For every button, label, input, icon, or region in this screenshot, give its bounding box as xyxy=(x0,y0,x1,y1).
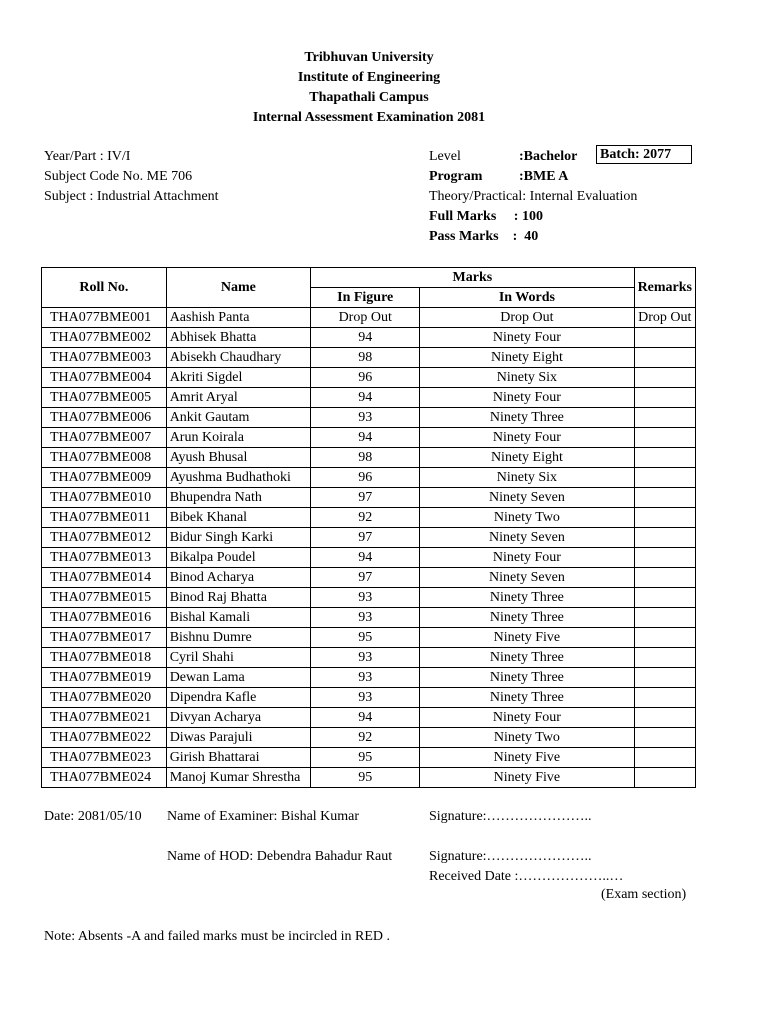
remarks-cell xyxy=(634,548,695,568)
figure-cell: 94 xyxy=(311,708,420,728)
hod-name: Name of HOD: Debendra Bahadur Raut xyxy=(167,849,393,864)
institute-name: Institute of Engineering xyxy=(297,70,441,85)
table-row xyxy=(42,308,696,328)
remarks-cell xyxy=(634,528,695,548)
table-row xyxy=(42,608,696,628)
words-cell: Ninety Seven xyxy=(420,488,634,508)
words-cell: Ninety Four xyxy=(420,388,634,408)
roll-cell: THA077BME014 xyxy=(42,568,167,588)
words-cell: Ninety Three xyxy=(420,688,634,708)
remarks-cell xyxy=(634,448,695,468)
remarks-cell xyxy=(634,768,695,788)
marks-table xyxy=(41,267,696,788)
roll-cell: THA077BME020 xyxy=(42,688,167,708)
level-value: :Bachelor xyxy=(519,149,578,164)
figure-cell: 94 xyxy=(311,548,420,568)
table-row xyxy=(42,428,696,448)
theory-practical: Theory/Practical: Internal Evaluation xyxy=(429,189,638,204)
header-roll: Roll No. xyxy=(42,268,167,308)
remarks-cell xyxy=(634,748,695,768)
remarks-cell xyxy=(634,428,695,448)
remarks-cell xyxy=(634,468,695,488)
hod-signature: Signature:………………….. xyxy=(429,849,592,864)
words-cell: Ninety Five xyxy=(420,768,634,788)
name-cell: Bishal Kamali xyxy=(166,608,310,628)
words-cell: Ninety Three xyxy=(420,648,634,668)
words-cell: Ninety Three xyxy=(420,588,634,608)
figure-cell: 97 xyxy=(311,568,420,588)
table-row xyxy=(42,568,696,588)
roll-cell: THA077BME004 xyxy=(42,368,167,388)
table-row xyxy=(42,368,696,388)
words-cell: Ninety Two xyxy=(420,728,634,748)
roll-cell: THA077BME022 xyxy=(42,728,167,748)
table-row xyxy=(42,768,696,788)
words-cell: Ninety Three xyxy=(420,608,634,628)
campus-name: Thapathali Campus xyxy=(309,90,429,105)
roll-cell: THA077BME021 xyxy=(42,708,167,728)
program-label: Program xyxy=(429,169,483,184)
remarks-cell xyxy=(634,348,695,368)
level-label: Level xyxy=(429,149,461,164)
name-cell: Manoj Kumar Shrestha xyxy=(166,768,310,788)
words-cell: Ninety Three xyxy=(420,668,634,688)
remarks-cell xyxy=(634,328,695,348)
header-name: Name xyxy=(166,268,310,308)
roll-cell: THA077BME024 xyxy=(42,768,167,788)
full-marks-value: : 100 xyxy=(496,209,543,224)
pass-marks-label: Pass Marks xyxy=(429,229,499,244)
remarks-cell xyxy=(634,368,695,388)
figure-cell: 94 xyxy=(311,428,420,448)
roll-cell: THA077BME015 xyxy=(42,588,167,608)
roll-cell: THA077BME023 xyxy=(42,748,167,768)
name-cell: Binod Raj Bhatta xyxy=(166,588,310,608)
date: Date: 2081/05/10 xyxy=(44,809,142,824)
figure-cell: 93 xyxy=(311,688,420,708)
name-cell: Amrit Aryal xyxy=(166,388,310,408)
year-part: Year/Part : IV/I xyxy=(44,149,131,164)
words-cell: Ninety Seven xyxy=(420,568,634,588)
table-row xyxy=(42,328,696,348)
roll-cell: THA077BME016 xyxy=(42,608,167,628)
remarks-cell: Drop Out xyxy=(634,308,695,328)
figure-cell: 97 xyxy=(311,488,420,508)
roll-cell: THA077BME012 xyxy=(42,528,167,548)
remarks-cell xyxy=(634,648,695,668)
words-cell: Ninety Three xyxy=(420,408,634,428)
figure-cell: 98 xyxy=(311,448,420,468)
remarks-cell xyxy=(634,568,695,588)
roll-cell: THA077BME019 xyxy=(42,668,167,688)
table-row xyxy=(42,708,696,728)
program-value: :BME A xyxy=(519,169,569,184)
name-cell: Dipendra Kafle xyxy=(166,688,310,708)
figure-cell: 95 xyxy=(311,768,420,788)
remarks-cell xyxy=(634,708,695,728)
batch-box: Batch: 2077 xyxy=(596,145,692,164)
table-row xyxy=(42,628,696,648)
name-cell: Divyan Acharya xyxy=(166,708,310,728)
words-cell: Ninety Two xyxy=(420,508,634,528)
name-cell: Ankit Gautam xyxy=(166,408,310,428)
name-cell: Girish Bhattarai xyxy=(166,748,310,768)
info-left xyxy=(44,147,219,207)
header-marks: Marks xyxy=(311,268,634,288)
document-header xyxy=(0,48,738,128)
table-row xyxy=(42,668,696,688)
roll-cell: THA077BME001 xyxy=(42,308,167,328)
roll-cell: THA077BME017 xyxy=(42,628,167,648)
words-cell: Ninety Five xyxy=(420,748,634,768)
exam-section: (Exam section) xyxy=(601,887,687,902)
header-in-words: In Words xyxy=(420,288,634,308)
name-cell: Binod Acharya xyxy=(166,568,310,588)
table-row xyxy=(42,488,696,508)
figure-cell: Drop Out xyxy=(311,308,420,328)
examiner-signature: Signature:………………….. xyxy=(429,809,592,824)
words-cell: Ninety Four xyxy=(420,708,634,728)
figure-cell: 93 xyxy=(311,668,420,688)
figure-cell: 93 xyxy=(311,408,420,428)
name-cell: Abisekh Chaudhary xyxy=(166,348,310,368)
table-row xyxy=(42,528,696,548)
roll-cell: THA077BME009 xyxy=(42,468,167,488)
subject-code: Subject Code No. ME 706 xyxy=(44,169,193,184)
name-cell: Aashish Panta xyxy=(166,308,310,328)
header-remarks: Remarks xyxy=(634,268,695,308)
words-cell: Drop Out xyxy=(420,308,634,328)
figure-cell: 94 xyxy=(311,388,420,408)
remarks-cell xyxy=(634,728,695,748)
figure-cell: 95 xyxy=(311,748,420,768)
name-cell: Ayushma Budhathoki xyxy=(166,468,310,488)
table-row xyxy=(42,508,696,528)
words-cell: Ninety Eight xyxy=(420,448,634,468)
name-cell: Bibek Khanal xyxy=(166,508,310,528)
remarks-cell xyxy=(634,668,695,688)
roll-cell: THA077BME018 xyxy=(42,648,167,668)
table-row xyxy=(42,448,696,468)
figure-cell: 93 xyxy=(311,608,420,628)
remarks-cell xyxy=(634,508,695,528)
name-cell: Bhupendra Nath xyxy=(166,488,310,508)
words-cell: Ninety Four xyxy=(420,328,634,348)
table-row xyxy=(42,728,696,748)
table-row xyxy=(42,748,696,768)
words-cell: Ninety Six xyxy=(420,468,634,488)
header-in-figure: In Figure xyxy=(311,288,420,308)
figure-cell: 92 xyxy=(311,508,420,528)
table-row xyxy=(42,648,696,668)
name-cell: Bidur Singh Karki xyxy=(166,528,310,548)
roll-cell: THA077BME006 xyxy=(42,408,167,428)
table-row xyxy=(42,588,696,608)
subject: Subject : Industrial Attachment xyxy=(44,189,219,204)
pass-marks-value: : 40 xyxy=(498,229,539,244)
roll-cell: THA077BME010 xyxy=(42,488,167,508)
figure-cell: 93 xyxy=(311,588,420,608)
name-cell: Arun Koirala xyxy=(166,428,310,448)
words-cell: Ninety Six xyxy=(420,368,634,388)
figure-cell: 96 xyxy=(311,368,420,388)
words-cell: Ninety Eight xyxy=(420,348,634,368)
remarks-cell xyxy=(634,488,695,508)
examiner-name: Name of Examiner: Bishal Kumar xyxy=(167,809,360,824)
name-cell: Bikalpa Poudel xyxy=(166,548,310,568)
figure-cell: 94 xyxy=(311,328,420,348)
name-cell: Bishnu Dumre xyxy=(166,628,310,648)
roll-cell: THA077BME005 xyxy=(42,388,167,408)
figure-cell: 92 xyxy=(311,728,420,748)
remarks-cell xyxy=(634,688,695,708)
remarks-cell xyxy=(634,608,695,628)
figure-cell: 93 xyxy=(311,648,420,668)
remarks-cell xyxy=(634,408,695,428)
name-cell: Ayush Bhusal xyxy=(166,448,310,468)
name-cell: Diwas Parajuli xyxy=(166,728,310,748)
name-cell: Akriti Sigdel xyxy=(166,368,310,388)
note: Note: Absents -A and failed marks must be incircled in RED . xyxy=(44,929,391,944)
name-cell: Dewan Lama xyxy=(166,668,310,688)
figure-cell: 98 xyxy=(311,348,420,368)
roll-cell: THA077BME011 xyxy=(42,508,167,528)
table-row xyxy=(42,348,696,368)
name-cell: Abhisek Bhatta xyxy=(166,328,310,348)
university-name: Tribhuvan University xyxy=(304,50,434,65)
remarks-cell xyxy=(634,588,695,608)
name-cell: Cyril Shahi xyxy=(166,648,310,668)
figure-cell: 97 xyxy=(311,528,420,548)
table-body xyxy=(42,308,696,788)
roll-cell: THA077BME003 xyxy=(42,348,167,368)
info-right xyxy=(429,147,672,247)
figure-cell: 96 xyxy=(311,468,420,488)
table-row xyxy=(42,388,696,408)
roll-cell: THA077BME002 xyxy=(42,328,167,348)
exam-title: Internal Assessment Examination 2081 xyxy=(252,110,486,125)
figure-cell: 95 xyxy=(311,628,420,648)
received-date: Received Date :………………..… xyxy=(429,869,624,884)
words-cell: Ninety Seven xyxy=(420,528,634,548)
words-cell: Ninety Four xyxy=(420,548,634,568)
remarks-cell xyxy=(634,388,695,408)
table-row xyxy=(42,468,696,488)
words-cell: Ninety Five xyxy=(420,628,634,648)
remarks-cell xyxy=(634,628,695,648)
words-cell: Ninety Four xyxy=(420,428,634,448)
table-row xyxy=(42,408,696,428)
full-marks-label: Full Marks xyxy=(429,209,497,224)
table-row xyxy=(42,688,696,708)
roll-cell: THA077BME008 xyxy=(42,448,167,468)
table-row xyxy=(42,548,696,568)
roll-cell: THA077BME013 xyxy=(42,548,167,568)
roll-cell: THA077BME007 xyxy=(42,428,167,448)
